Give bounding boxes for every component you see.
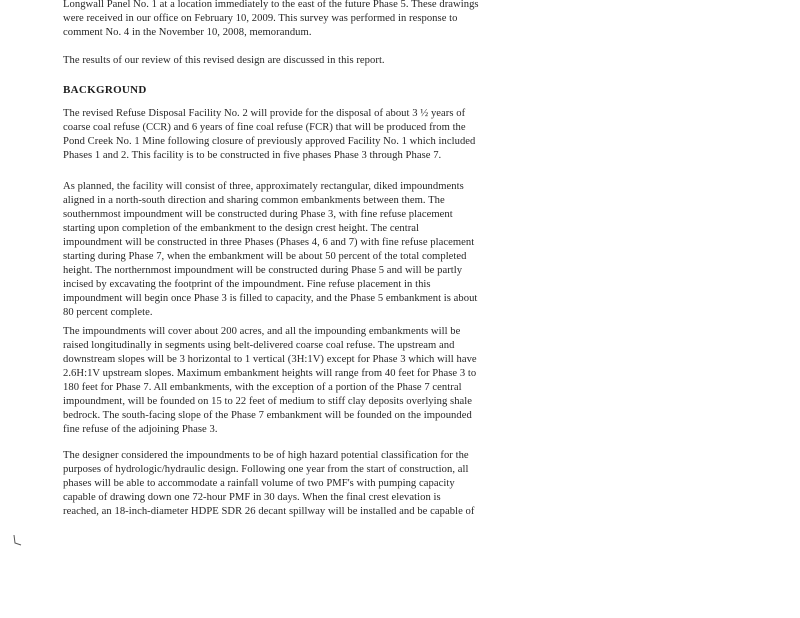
- para2-line-7: height. The northernmost impoundment will be constructed during Phase 5 and will be partly: [63, 265, 463, 276]
- para4-line-5: reached, an 18-inch-diameter HDPE SDR 26 decant spillway will be installed and be capable of: [63, 506, 475, 517]
- para2-line-5: impoundment will be constructed in three Phases (Phases 4, 6 and 7) with fine refuse placement: [63, 237, 475, 248]
- intro-line-1: Longwall Panel No. 1 at a location immediately to the east of the future Phase 5. These drawings: [63, 0, 479, 10]
- para1-line-3: Pond Creek No. 1 Mine following closure of previously approved Facility No. 1 which included: [63, 136, 476, 147]
- para4-line-1: The designer considered the impoundments to be of high hazard potential classification for the: [63, 450, 469, 461]
- intro-line-2: were received in our office on February 10, 2009. This survey was performed in response to: [63, 13, 458, 24]
- para2-line-8: incised by excavating the footprint of the impoundment. Fine refuse placement in this: [63, 279, 431, 290]
- para1-line-1: The revised Refuse Disposal Facility No. 2 will provide for the disposal of about 3 ½ years of: [63, 108, 466, 119]
- para2-line-2: aligned in a north-south direction and sharing common embankments between them. The: [63, 195, 445, 206]
- para3-line-5: 180 feet for Phase 7. All embankments, with the exception of a portion of the Phase 7 central: [63, 382, 462, 393]
- para2-line-10: 80 percent complete.: [63, 307, 153, 318]
- para1-line-2: coarse coal refuse (CCR) and 6 years of fine coal refuse (FCR) that will be produced from the: [63, 122, 466, 133]
- para3-line-4: 2.6H:1V upstream slopes. Maximum embankment heights will range from 40 feet for Phase 3 to: [63, 368, 477, 379]
- scan-artifact-mark: [12, 534, 24, 548]
- para3-line-7: bedrock. The south-facing slope of the Phase 7 embankment will be founded on the impounded: [63, 410, 472, 421]
- para2-line-4: starting upon completion of the embankment to the design crest height. The central: [63, 223, 420, 234]
- intro-line-3: comment No. 4 in the November 10, 2008, memorandum.: [63, 27, 312, 38]
- para2-line-9: impoundment will begin once Phase 3 is filled to capacity, and the Phase 5 embankment is about: [63, 293, 478, 304]
- para2-line-3: southernmost impoundment will be constructed during Phase 3, with fine refuse placement: [63, 209, 453, 220]
- para2-line-1: As planned, the facility will consist of three, approximately rectangular, diked impoundments: [63, 181, 464, 192]
- para1-line-4: Phases 1 and 2. This facility is to be constructed in five phases Phase 3 through Phase 7.: [63, 150, 442, 161]
- para4-line-3: phases will be able to accommodate a rainfall volume of two PMF's with pumping capacity: [63, 478, 455, 489]
- results-line: The results of our review of this revised design are discussed in this report.: [63, 55, 385, 66]
- para4-line-2: purposes of hydrologic/hydraulic design. Following one year from the start of construction, all: [63, 464, 469, 475]
- section-heading: BACKGROUND: [63, 84, 147, 96]
- para4-line-4: capable of drawing down one 72-hour PMF in 30 days. When the final crest elevation is: [63, 492, 441, 503]
- para3-line-2: raised longitudinally in segments using belt-delivered coarse coal refuse. The upstream and: [63, 340, 455, 351]
- para3-line-8: fine refuse of the adjoining Phase 3.: [63, 424, 218, 435]
- para2-line-6: starting during Phase 7, when the embankment will be about 50 percent of the total completed: [63, 251, 467, 262]
- para3-line-6: impoundment, will be founded on 15 to 22 feet of medium to stiff clay deposits overlying shale: [63, 396, 473, 407]
- para3-line-3: downstream slopes will be 3 horizontal to 1 vertical (3H:1V) except for Phase 3 which will have: [63, 354, 477, 365]
- para3-line-1: The impoundments will cover about 200 acres, and all the impounding embankments will be: [63, 326, 461, 337]
